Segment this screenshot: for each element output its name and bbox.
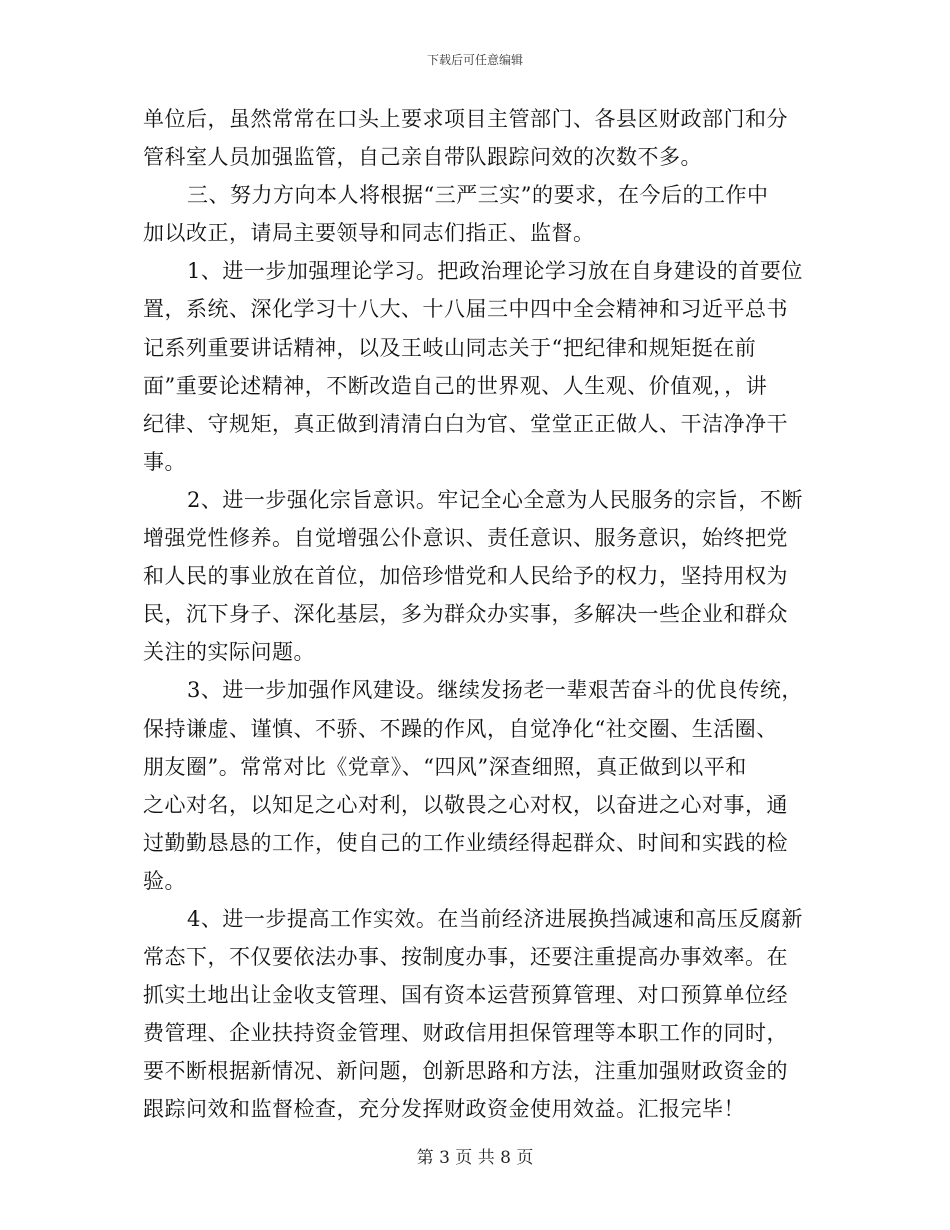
text-line: 之心对名，以知足之心对利，以敬畏之心对权，以奋进之心对事，通 (143, 792, 788, 817)
text-line: 事。 (143, 449, 186, 474)
paragraph-start-line: 2、进一步强化宗旨意识。牢记全心全意为人民服务的宗旨，不断 (187, 487, 803, 512)
text-line: 跟踪问效和监督检查，充分发挥财政资金使用效益。汇报完毕！ (143, 1097, 745, 1122)
text-line: 朋友圈”。常常对比《党章》、“四风”深查细照，真正做到以平和 (143, 754, 747, 779)
text-line: 和人民的事业放在首位，加倍珍惜党和人民给予的权力，坚持用权为 (143, 564, 788, 589)
text-line: 验。 (143, 868, 186, 893)
text-line: 民，沉下身子、深化基层，多为群众办实事，多解决一些企业和群众 (143, 602, 788, 627)
text-line: 增强党性修养。自觉增强公仆意识、责任意识、服务意识，始终把党 (143, 526, 788, 551)
text-line: 纪律、守规矩，真正做到清清白白为官、堂堂正正做人、干洁净净干 (143, 411, 788, 436)
text-line: 抓实土地出让金收支管理、国有资本运营预算管理、对口预算单位经 (143, 983, 788, 1008)
paragraph-start-line: 三、努力方向本人将根据“三严三实”的要求，在今后的工作中 (187, 183, 769, 208)
text-line: 单位后，虽然常常在口头上要求项目主管部门、各县区财政部门和分 (143, 107, 788, 131)
text-line: 面”重要论述精神，不断改造自己的世界观、人生观、价值观，，讲 (143, 373, 768, 398)
paragraph-start-line: 3、进一步加强作风建设。继续发扬老一辈艰苦奋斗的优良传统， (187, 678, 803, 703)
paragraph-start-line: 1、进一步加强理论学习。把政治理论学习放在自身建设的首要位 (187, 259, 803, 284)
text-line: 保持谦虚、谨慎、不骄、不躁的作风，自觉净化“社交圈、生活圈、 (143, 716, 778, 741)
paragraph-start-line: 4、进一步提高工作实效。在当前经济进展换挡减速和高压反腐新 (187, 906, 803, 931)
page-header-note: 下载后可任意编辑 (426, 53, 523, 67)
text-line: 费管理、企业扶持资金管理、财政信用担保管理等本职工作的同时， (143, 1021, 788, 1046)
text-line: 加以改正，请局主要领导和同志们指正、监督。 (143, 221, 595, 246)
text-line: 要不断根据新情况、新问题，创新思路和方法，注重加强财政资金的 (143, 1059, 788, 1084)
text-line: 记系列重要讲话精神，以及王岐山同志关于“把纪律和规矩挺在前 (143, 335, 757, 360)
text-line: 置，系统、深化学习十八大、十八届三中四中全会精神和习近平总书 (143, 297, 788, 322)
page-number-footer: 第 3 页 共 8 页 (416, 1148, 534, 1168)
text-line: 关注的实际问题。 (143, 640, 315, 665)
text-line: 管科室人员加强监管，自己亲自带队跟踪问效的次数不多。 (143, 145, 702, 170)
text-line: 过勤勤恳恳的工作，使自己的工作业绩经得起群众、时间和实践的检 (143, 830, 788, 855)
document-body (143, 100, 807, 1129)
text-line: 常态下，不仅要依法办事、按制度办事，还要注重提高办事效率。在 (143, 945, 788, 970)
